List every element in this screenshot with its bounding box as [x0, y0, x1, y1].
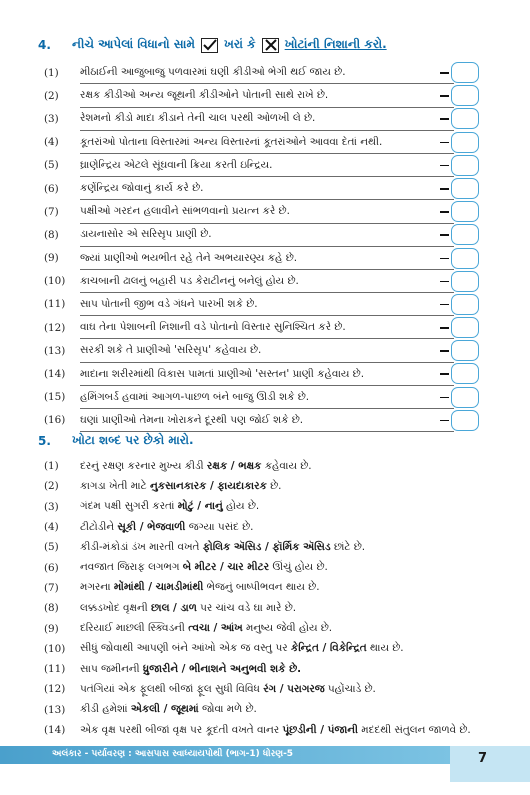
- answer-box[interactable]: [451, 271, 479, 292]
- statement-number: (5): [44, 159, 59, 172]
- sentence-text: [80, 480, 281, 493]
- statement-text: ઘ્રાણેન્દ્રિય એટલે સૂંઘવાની ક્રિયા કરતી ઇન્દ્રિય.: [80, 158, 273, 171]
- title-part-3: ખોટાંની નિશાની કરો.: [284, 37, 387, 51]
- dash-mark: [440, 350, 449, 352]
- dash-mark: [440, 72, 449, 74]
- answer-box[interactable]: [451, 363, 479, 384]
- sentence-text: [80, 500, 259, 513]
- sentence-row: [44, 557, 484, 577]
- check-mark-icon: [201, 38, 218, 53]
- sentence-start: કીડી હમેશાં: [80, 703, 131, 716]
- page-number-tab: [450, 746, 530, 782]
- answer-box[interactable]: [451, 201, 479, 222]
- answer-box[interactable]: [451, 340, 479, 361]
- dash-mark: [440, 211, 449, 213]
- sentence-text: [80, 521, 253, 534]
- word-choices[interactable]: ફોલિક ઍસિડ / ફૉર્મિક ઍસિડ: [202, 540, 331, 553]
- sentence-text: [80, 622, 332, 635]
- statement-row: [44, 131, 484, 154]
- statement-text: હમિંગબર્ડ હવામાં આગળ-પાછળ બંને બાજુ ઊડી શકે છે.: [80, 390, 310, 403]
- statement-text: માદાના શરીરમાંથી વિકાસ પામતાં પ્રાણીઓ 'સસ્તન' પ્રાણી કહેવાય છે.: [80, 367, 365, 380]
- statement-number: (8): [44, 228, 59, 241]
- dash-mark: [440, 420, 449, 422]
- sentence-number: (8): [44, 602, 59, 615]
- statement-row: [44, 61, 484, 84]
- statement-number: (2): [44, 89, 59, 102]
- sentence-start: દરિયાઈ માછલી સ્ક્વિડની: [80, 622, 189, 635]
- page-number: 7: [478, 751, 488, 766]
- sentence-row: [44, 537, 484, 557]
- word-choices[interactable]: છાલ / ડાળ: [151, 601, 197, 614]
- sentence-row: [44, 598, 484, 618]
- sentence-row: [44, 639, 484, 659]
- word-choices[interactable]: ધ્રુજારીને / ભીનાશને અનુભવી શકે છે.: [142, 662, 302, 675]
- sentence-start: એક વૃક્ષ પરથી બીજાં વૃક્ષ પર કૂદતી વખતે વાનર: [80, 723, 283, 736]
- sentence-text: [80, 561, 328, 574]
- sentence-number: (10): [44, 642, 66, 655]
- statement-text: સરકી શકે તે પ્રાણીઓ 'સરિસૃપ' કહેવાય છે.: [80, 344, 262, 357]
- sentence-text: [80, 703, 257, 716]
- statement-text: મીઠાઈની આજુબાજુ પળવારમાં ઘણી કીડીઓ ભેગી થઈ જાય છે.: [80, 66, 346, 79]
- word-choices[interactable]: ત્વચા / આંખ: [188, 622, 243, 635]
- sentence-text: [80, 602, 296, 615]
- sentence-row: [44, 659, 484, 679]
- sentence-number: (11): [44, 663, 66, 676]
- statement-text: રેશમનો કીડો માદા કીડાને તેની ચાલ પરથી ઓળખી લે છે.: [80, 112, 316, 125]
- sentence-start: સીધું જોવાથી આપણી બંને આંખો એક જ વસ્તુ પર: [80, 642, 291, 655]
- sentence-number: (9): [44, 622, 59, 635]
- answer-box[interactable]: [451, 132, 479, 153]
- statement-number: (11): [44, 298, 66, 311]
- dash-mark: [440, 327, 449, 329]
- sentence-number: (3): [44, 500, 59, 513]
- page-footer: [0, 742, 530, 775]
- statement-text: કર્ણેન્દ્રિય જોવાનું કાર્ય કરે છે.: [80, 182, 204, 195]
- statement-number: (4): [44, 136, 59, 149]
- statement-text: પક્ષીઓ ગરદન હલાવીને સાંભળવાનો પ્રયત્ન કરે છે.: [80, 205, 290, 218]
- sentence-row: [44, 456, 484, 476]
- sentence-end: પર ચાંચ વડે ઘા મારે છે.: [196, 601, 297, 614]
- sentence-end: કહેવાય છે.: [261, 459, 312, 472]
- statement-text: જ્યાં પ્રાણીઓ ભયભીત રહે તેને અભયારણ્ય કહે છે.: [80, 251, 298, 264]
- statement-number: (15): [44, 391, 66, 404]
- answer-box[interactable]: [451, 248, 479, 269]
- dash-mark: [440, 142, 449, 144]
- sentence-end: મનુષ્ય જેવી હોય છે.: [242, 622, 333, 635]
- sentence-start: પતંગિયાં એક ફૂલથી બીજાં ફૂલ સુધી વિવિધ: [80, 682, 264, 695]
- sentence-start: કાગડા ખેતી માટે: [80, 479, 150, 492]
- true-false-list: [44, 61, 484, 432]
- statement-row: [44, 270, 484, 293]
- section-title: [72, 37, 387, 52]
- word-choices[interactable]: કેન્દ્રિત / વિકેન્દ્રિત: [290, 642, 367, 655]
- word-choices[interactable]: એકલી / જૂથમાં: [130, 703, 199, 716]
- answer-box[interactable]: [451, 85, 479, 106]
- statement-number: (7): [44, 205, 59, 218]
- section-number: 4.: [38, 37, 51, 52]
- statement-text: વાઘ તેના પેશાબની નિશાની વડે પોતાનો વિસ્તાર સુનિશ્ચિત કરે છે.: [80, 321, 346, 334]
- word-choices[interactable]: મોટું / નાનું: [177, 500, 223, 513]
- statement-row: [44, 223, 484, 246]
- dash-mark: [440, 397, 449, 399]
- sentence-text: [80, 460, 312, 473]
- sentence-number: (5): [44, 541, 59, 554]
- statement-number: (10): [44, 275, 66, 288]
- sentence-start: સાપ જમીનની: [80, 662, 143, 675]
- sentence-number: (14): [44, 724, 66, 736]
- statement-number: (9): [44, 252, 59, 265]
- sentence-text: [80, 663, 301, 676]
- statement-row: [44, 362, 484, 385]
- sentence-row: [44, 618, 484, 638]
- sentence-start: દરનું રક્ષણ કરનાર મુખ્ય કીડી: [80, 459, 207, 472]
- answer-box[interactable]: [451, 108, 479, 129]
- section-title: ખોટા શબ્દ પર છેકો મારો.: [72, 433, 194, 447]
- sentence-start: ટીટોડીને: [80, 520, 118, 533]
- sentence-number: (4): [44, 521, 59, 534]
- statement-row: [44, 386, 484, 409]
- sentence-number: (2): [44, 480, 59, 493]
- dash-mark: [440, 304, 449, 306]
- statement-row: [44, 247, 484, 270]
- sentence-text: [80, 541, 365, 554]
- sentence-number: (13): [44, 703, 66, 716]
- sentence-end: પહોંચાડે છે.: [324, 682, 376, 695]
- statement-row: [44, 293, 484, 316]
- sentence-end: ભેજનું બાષ્પીભવન થાય છે.: [203, 581, 320, 594]
- word-choices[interactable]: મોંમાંથી / ચામડીમાંથી: [113, 581, 204, 594]
- statement-row: [44, 316, 484, 339]
- sentence-start: કીડી-મંકોડાં ડંખ મારતી વખતે: [80, 540, 203, 553]
- sentence-text: [80, 683, 376, 696]
- dash-mark: [440, 165, 449, 167]
- word-choices[interactable]: સૂકી / ભેજવાળી: [117, 520, 186, 533]
- answer-box[interactable]: [451, 294, 479, 315]
- statement-row: [44, 84, 484, 107]
- statement-number: (1): [44, 66, 59, 79]
- dash-mark: [440, 373, 449, 375]
- sentence-text: [80, 581, 320, 594]
- word-choices[interactable]: પૂંછડીની / પંજાની: [282, 723, 358, 736]
- sentence-row: [44, 720, 484, 740]
- dash-mark: [440, 118, 449, 120]
- section-5-heading: [38, 433, 194, 448]
- row-divider: [80, 431, 454, 432]
- statement-text: ડાયનાસોર એ સરિસૃપ પ્રાણી છે.: [80, 228, 212, 241]
- statement-number: (3): [44, 112, 59, 125]
- statement-row: [44, 107, 484, 130]
- sentence-number: (6): [44, 561, 59, 574]
- statement-text: ઘણાં પ્રાણીઓ તેમના ખોરાકને દૂરથી પણ જોઈ શકે છે.: [80, 413, 304, 426]
- strike-word-list: [44, 456, 484, 740]
- statement-row: [44, 409, 484, 432]
- sentence-end: થાય છે.: [366, 642, 404, 655]
- dash-mark: [440, 258, 449, 260]
- dash-mark: [440, 188, 449, 190]
- word-choices[interactable]: રક્ષક / ભક્ષક: [206, 459, 262, 472]
- sentence-start: લક્કડખોદ વૃક્ષની: [80, 601, 151, 614]
- answer-box[interactable]: [451, 62, 479, 83]
- footer-label: અલંકાર - પર્યાવરણ : આસપાસ સ્વાધ્યાયપોથી (ભાગ-1) ધોરણ-5: [52, 749, 294, 759]
- statement-number: (14): [44, 368, 66, 381]
- statement-text: કૂતરાંઓ પોતાના વિસ્તારમાં અન્ય વિસ્તારનાં કૂતરાંઓને આવવા દેતાં નથી.: [80, 135, 383, 148]
- statement-row: [44, 177, 484, 200]
- cross-mark-icon: [262, 38, 279, 53]
- statement-number: (16): [44, 414, 66, 427]
- statement-number: (12): [44, 321, 66, 334]
- statement-text: સાપ પોતાની જીભ વડે ગંધને પારખી શકે છે.: [80, 297, 258, 310]
- section-4-heading: [38, 37, 387, 52]
- title-part-2: ખરાં કે: [223, 37, 256, 51]
- sentence-text: [80, 724, 471, 737]
- sentence-end: ઊંચું હોય છે.: [269, 561, 328, 574]
- sentence-number: (12): [44, 683, 66, 696]
- statement-number: (6): [44, 182, 59, 195]
- answer-box[interactable]: [451, 410, 479, 431]
- dash-mark: [440, 95, 449, 97]
- title-part-1: નીચે આપેલાં વિધાનો સામે: [72, 37, 195, 51]
- sentence-start: ગંદમ પક્ષી સુગરી કરતાં: [80, 500, 178, 513]
- sentence-number: (7): [44, 581, 59, 594]
- answer-box[interactable]: [451, 155, 479, 176]
- sentence-start: મગરના: [80, 581, 114, 594]
- sentence-row: [44, 476, 484, 496]
- statement-text: રક્ષક કીડીઓ અન્ય જૂથની કીડીઓને પોતાની સાથે રાખે છે.: [80, 89, 329, 102]
- sentence-end: છાંટે છે.: [330, 540, 366, 553]
- dash-mark: [440, 234, 449, 236]
- answer-box[interactable]: [451, 387, 479, 408]
- section-number: 5.: [38, 433, 51, 448]
- sentence-row: [44, 578, 484, 598]
- sentence-start: નવજાત જિરાફ લગભગ: [80, 561, 183, 574]
- statement-row: [44, 339, 484, 362]
- sentence-end: જગ્યા પસંદ છે.: [185, 520, 254, 533]
- word-choices[interactable]: રંગ / પરાગરજ: [263, 682, 325, 695]
- answer-box[interactable]: [451, 178, 479, 199]
- word-choices[interactable]: નુકસાનકારક / ફાયદાકારક: [149, 479, 267, 492]
- sentence-end: જોવા મળે છે.: [198, 703, 257, 716]
- statement-row: [44, 154, 484, 177]
- sentence-end: છે.: [266, 479, 282, 492]
- sentence-number: (1): [44, 460, 59, 473]
- sentence-row: [44, 497, 484, 517]
- sentence-row: [44, 700, 484, 720]
- sentence-row: [44, 517, 484, 537]
- sentence-end: મદદથી સંતુલન જાળવે છે.: [357, 723, 471, 736]
- answer-box[interactable]: [451, 317, 479, 338]
- answer-box[interactable]: [451, 224, 479, 245]
- sentence-end: હોય છે.: [222, 500, 260, 513]
- sentence-row: [44, 679, 484, 699]
- statement-row: [44, 200, 484, 223]
- dash-mark: [440, 281, 449, 283]
- statement-number: (13): [44, 344, 66, 357]
- sentence-text: [80, 642, 404, 655]
- statement-text: કાચબાની ઢાલનું બહારી પડ કેરાટીનનું બનેલું હોય છે.: [80, 274, 299, 287]
- word-choices[interactable]: બે મીટર / ચાર મીટર: [182, 561, 270, 574]
